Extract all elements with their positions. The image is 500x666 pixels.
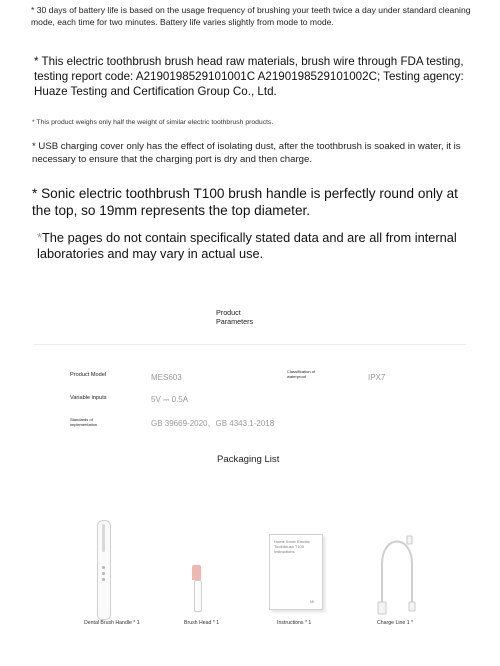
waterproof-class-label [287, 369, 315, 379]
handle-diameter-note: * Sonic electric toothbrush T100 brush handle is perfectly round only at the top, so 19mm represents the top diameter. [32, 186, 458, 218]
params-title-line1: Product [216, 308, 241, 317]
brush-head-image [194, 580, 202, 612]
fda-testing-note: * This electric toothbrush brush head raw materials, brush wire through FDA testing, testing report code: A2190198529101001C A2190198529101002C; Testing agency: Huaze Testing and Certification Group Co., Ltd. [34, 55, 464, 98]
waterproof-label-line1: Classification of [287, 369, 316, 374]
waterproof-class-value: IPX7 [368, 373, 386, 382]
charge-line-caption: Charge Line 1 * [377, 620, 414, 626]
standards-label-line1: Standards of [70, 417, 93, 422]
disclaimer-asterisk: * [37, 230, 42, 245]
data-disclaimer-note [37, 230, 477, 262]
standards-label-line2: implementation [70, 422, 98, 427]
packaging-list-title: Packaging List [217, 454, 280, 465]
standards-value: GB 39669-2020、GB 4343.1-2018 [151, 419, 275, 428]
instructions-caption: Instructions * 1 [277, 620, 312, 626]
variable-inputs-label: Variable inputs [70, 395, 107, 401]
brush-head-caption: Brush Head * 1 [184, 620, 220, 626]
manual-cover-text: Home Sonic Electric Toothbrush T100 Instructions [274, 539, 311, 554]
variable-inputs-value: 5V ⎓ 0.5A [151, 395, 189, 404]
weight-note: * This product weighs only half the weight of similar electric toothbrush products. [32, 119, 274, 126]
brush-head-bristles [192, 565, 201, 580]
mode-indicator-icon [102, 572, 105, 575]
power-button-icon [102, 566, 105, 569]
params-divider [34, 344, 466, 345]
standards-label [70, 417, 97, 427]
mi-logo-icon: MI [310, 599, 315, 604]
waterproof-label-line2: waterproof [287, 374, 306, 379]
mode-indicator-icon [102, 578, 105, 581]
brush-handle-caption: Dental Brush Handle * 1 [84, 620, 140, 626]
product-parameters-title [216, 308, 253, 326]
battery-life-note: * 30 days of battery life is based on the usage frequency of brushing your teeth twice a day under standard cleaning mode, each time for two minutes. Battery life varies slightly from mode to mode. [31, 5, 471, 27]
toothbrush-neck [102, 524, 105, 552]
disclaimer-text: The pages do not contain specifically stated data and are all from internal laboratories and may vary in actual use. [37, 230, 457, 261]
instruction-manual-image [269, 534, 323, 610]
product-model-value: MES603 [151, 373, 182, 382]
params-title-line2: Parameters [216, 317, 254, 326]
charging-cable-icon [366, 528, 426, 618]
product-model-label: Product Model [70, 372, 107, 378]
usb-cover-note: * USB charging cover only has the effect of isolating dust, after the toothbrush is soaked in water, it is necessary to ensure that the charging port is dry and then charge. [32, 141, 461, 165]
